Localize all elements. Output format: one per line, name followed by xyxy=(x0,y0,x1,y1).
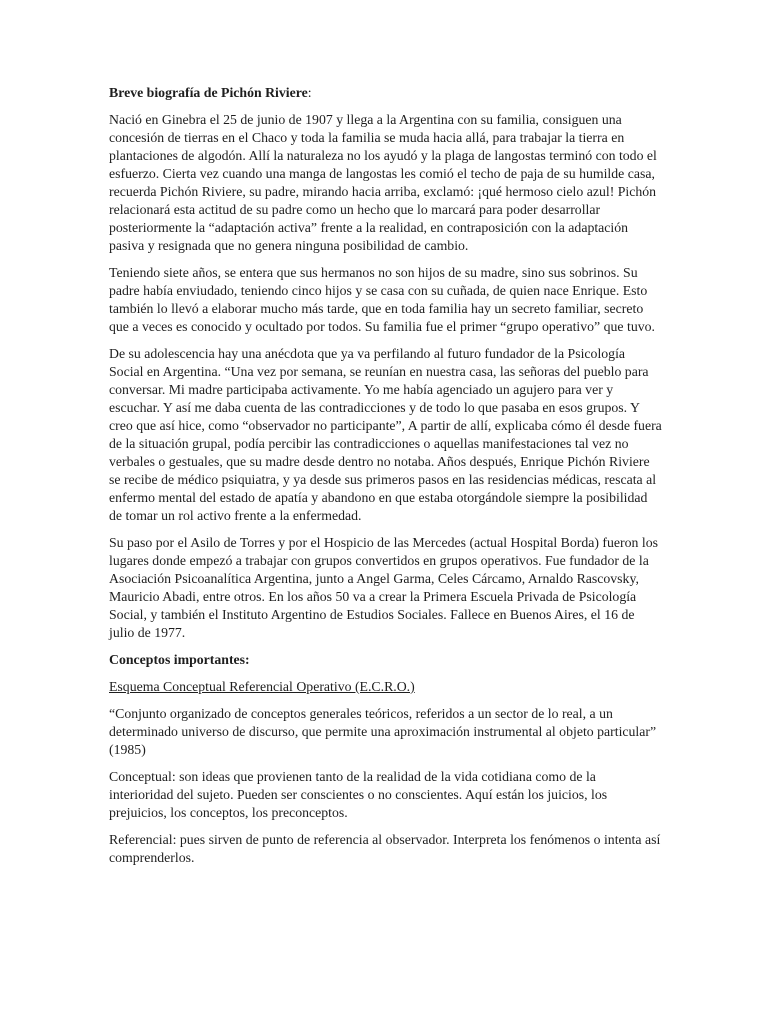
section-heading: Conceptos importantes: xyxy=(109,652,250,667)
document-title-colon: : xyxy=(307,85,312,100)
concept-paragraph-3: Referencial: pues sirven de punto de referencia al observador. Interpreta los fenómenos o intenta así comprenderlos. xyxy=(109,832,661,865)
concept-paragraph-1: “Conjunto organizado de conceptos generales teóricos, referidos a un sector de lo real, a un determinado universo de discurso, que permite una aproximación instrumental al objeto particular” (1985) xyxy=(109,706,657,757)
document-title-line xyxy=(109,84,662,102)
bio-paragraph-3: De su adolescencia hay una anécdota que ya va perfilando al futuro fundador de la Psicología Social en Argentina. “Una vez por semana, se reunían en nuestra casa, las señoras del pueblo para conversar. Mi madre participaba activamente. Yo me había agenciado un agujero para ver y escuchar. Y así me daba cuenta de las contradicciones y de todo lo que pasaba en esos grupos. Y creo que así hice, como “observador no participante”, A partir de allí, explicaba cómo él desde fuera de la situación grupal, podía percibir las contradicciones o aquellas manifestaciones tal vez no verbales o gestuales, que su madre desde dentro no notaba. Años después, Enrique Pichón Riviere se recibe de médico psiquiatra, y ya desde sus primeros pasos en las residencias médicas, rescata al enfermo mental del estado de apatía y abandono en que estaba otorgándole siempre la posibilidad de tomar un rol activo frente a la enfermedad. xyxy=(109,346,662,523)
document-page xyxy=(109,84,662,876)
bio-paragraph-1: Nació en Ginebra el 25 de junio de 1907 y llega a la Argentina con su familia, consiguen una concesión de tierras en el Chaco y toda la familia se muda hacia allá, para trabajar la tierra en plantaciones de algodón. Allí la naturaleza no los ayudó y la plaga de langostas terminó con todo el esfuerzo. Cierta vez cuando una manga de langostas les comió el techo de paja de su humilde casa, recuerda Pichón Riviere, su padre, mirando hacia arriba, exclamó: ¡qué hermoso cielo azul! Pichón relacionará esta actitud de su padre como un hecho que lo marcará para poder desarrollar posteriormente la “adaptación activa” frente a la realidad, en contraposición con la adaptación pasiva y resignada que no genera ninguna posibilidad de cambio. xyxy=(109,112,657,253)
concept-paragraph-2: Conceptual: son ideas que provienen tanto de la realidad de la vida cotidiana como de la interioridad del sujeto. Pueden ser conscientes o no conscientes. Aquí están los juicios, los prejuicios, los conceptos, los preconceptos. xyxy=(109,769,608,820)
bio-paragraph-4: Su paso por el Asilo de Torres y por el Hospicio de las Mercedes (actual Hospital Borda) fueron los lugares donde empezó a trabajar con grupos convertidos en grupos operativos. Fue fundador de la Asociación Psicoanalítica Argentina, junto a Angel Garma, Celes Cárcamo, Arnaldo Rascovsky, Mauricio Abadi, entre otros. En los años 50 va a crear la Primera Escuela Privada de Psicología Social, y también el Instituto Argentino de Estudios Sociales. Fallece en Buenos Aires, el 16 de julio de 1977. xyxy=(109,535,658,640)
document-title: Breve biografía de Pichón Riviere xyxy=(109,85,308,100)
bio-paragraph-2: Teniendo siete años, se entera que sus hermanos no son hijos de su madre, sino sus sobrinos. Su padre había enviudado, teniendo cinco hijos y se casa con su cuñada, de quien nace Enrique. Esto también lo llevó a elaborar mucho más tarde, que en toda familia hay un secreto familiar, secreto que a veces es conocido y ocultado por todos. Su familia fue el primer “grupo operativo” que tuvo. xyxy=(109,265,655,334)
ecro-subheading: Esquema Conceptual Referencial Operativo (E.C.R.O.) xyxy=(109,679,415,694)
